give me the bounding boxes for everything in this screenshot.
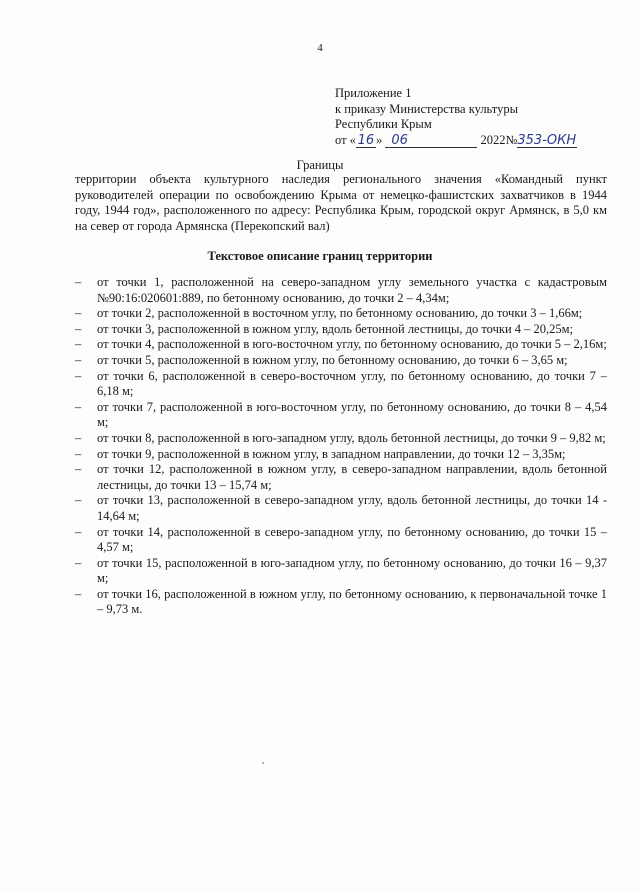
list-item-text: от точки 5, расположенной в южном углу, по бетонному основанию, до точки 6 – 3,65 м; bbox=[97, 352, 568, 367]
list-item bbox=[75, 493, 607, 524]
list-item-text: от точки 8, расположенной в юго-западном углу, вдоль бетонной лестницы, до точки 9 – 9,82 м; bbox=[97, 430, 606, 445]
list-item-text: от точки 1, расположенной на северо-западном углу земельного участка с кадастровым №90:16:020601:889, по бетонному основанию, до точки 2 – 4,34м; bbox=[97, 275, 607, 305]
list-item bbox=[75, 462, 607, 493]
bullet-dash: – bbox=[75, 337, 82, 352]
list-item-text: от точки 9, расположенной в южном углу, в западном направлении, до точки 12 – 3,35м; bbox=[97, 446, 566, 461]
bullet-dash: – bbox=[75, 524, 82, 539]
boundary-list bbox=[75, 275, 607, 618]
bullet-dash: – bbox=[75, 352, 82, 367]
date-month: 06 bbox=[385, 134, 477, 148]
page-number: 4 bbox=[317, 42, 323, 54]
list-item bbox=[75, 587, 607, 618]
bullet-dash: – bbox=[75, 321, 82, 336]
bullet-dash: – bbox=[75, 399, 82, 414]
bullet-dash: – bbox=[75, 275, 82, 289]
bullet-dash: – bbox=[75, 493, 82, 508]
list-item bbox=[75, 431, 607, 447]
list-item-text: от точки 6, расположенной в северо-восточном углу, по бетонному основанию, до точки 7 – 6,18 м; bbox=[97, 368, 607, 399]
list-item bbox=[75, 369, 607, 400]
list-item bbox=[75, 275, 607, 306]
list-item-text: от точки 7, расположенной в юго-восточном углу, по бетонному основанию, до точки 8 – 4,54 м; bbox=[97, 399, 607, 430]
bullet-dash: – bbox=[75, 430, 82, 445]
scan-dot bbox=[262, 762, 264, 764]
date-prefix: от « bbox=[335, 132, 356, 147]
bullet-dash: – bbox=[75, 462, 82, 477]
list-item bbox=[75, 306, 607, 322]
list-item-text: от точки 4, расположенной в юго-восточном углу, по бетонному основанию, до точки 5 – 2,16м; bbox=[97, 337, 607, 352]
list-item-text: от точки 16, расположенной в южном углу, по бетонному основанию, к первоначальной точке 1 – 9,73 м. bbox=[97, 586, 607, 617]
bullet-dash: – bbox=[75, 368, 82, 383]
document-title: Границы bbox=[296, 158, 344, 172]
list-item-text: от точки 14, расположенной в северо-западном углу, по бетонному основанию, до точки 15 – 4,57 м; bbox=[97, 524, 607, 555]
bullet-dash: – bbox=[75, 446, 82, 461]
list-item-text: от точки 13, расположенной в северо-западном углу, вдоль бетонной лестницы, до точки 14 - 14,64 м; bbox=[97, 493, 607, 523]
list-item bbox=[75, 447, 607, 463]
order-number: 353-ОКН bbox=[517, 132, 577, 148]
list-item bbox=[75, 556, 607, 587]
appendix-date-line bbox=[335, 133, 605, 149]
appendix-title: Приложение 1 bbox=[335, 86, 412, 100]
list-item bbox=[75, 322, 607, 338]
list-item bbox=[75, 525, 607, 556]
list-item bbox=[75, 337, 607, 353]
list-item bbox=[75, 353, 607, 369]
date-mid: » bbox=[375, 132, 383, 147]
list-item-text: от точки 15, расположенной в юго-западном углу, по бетонному основанию, до точки 16 – 9,37 м; bbox=[97, 555, 607, 586]
date-year: 2022№ bbox=[480, 132, 518, 147]
list-item-text: от точки 12, расположенной в южном углу, в северо-западном направлении, вдоль бетонной лестницы, до точки 13 – 15,74 м; bbox=[97, 462, 607, 492]
bullet-dash: – bbox=[75, 555, 82, 570]
list-item-text: от точки 3, расположенной в южном углу, вдоль бетонной лестницы, до точки 4 – 20,25м; bbox=[97, 321, 574, 336]
appendix-order-ref: к приказу Министерства культуры bbox=[335, 101, 518, 116]
section-title: Текстовое описание границ территории bbox=[207, 249, 433, 263]
object-description: территории объекта культурного наследия регионального значения «Командный пункт руководителей операции по освобождению Крыма от немецко-фашистских захватчиков в 1944 году, 1944 год», расположенного по адресу: Республика Крым, городской округ Армянск, в 5,0 км на север от города Армянска (Перекопский вал) bbox=[75, 172, 607, 233]
list-item bbox=[75, 400, 607, 431]
appendix-block bbox=[335, 86, 605, 148]
list-item-text: от точки 2, расположенной в восточном углу, по бетонному основанию, до точки 3 – 1,66м; bbox=[97, 306, 583, 321]
date-day: 16 bbox=[357, 132, 375, 148]
bullet-dash: – bbox=[75, 586, 82, 601]
appendix-republic: Республики Крым bbox=[335, 117, 432, 131]
bullet-dash: – bbox=[75, 306, 82, 321]
